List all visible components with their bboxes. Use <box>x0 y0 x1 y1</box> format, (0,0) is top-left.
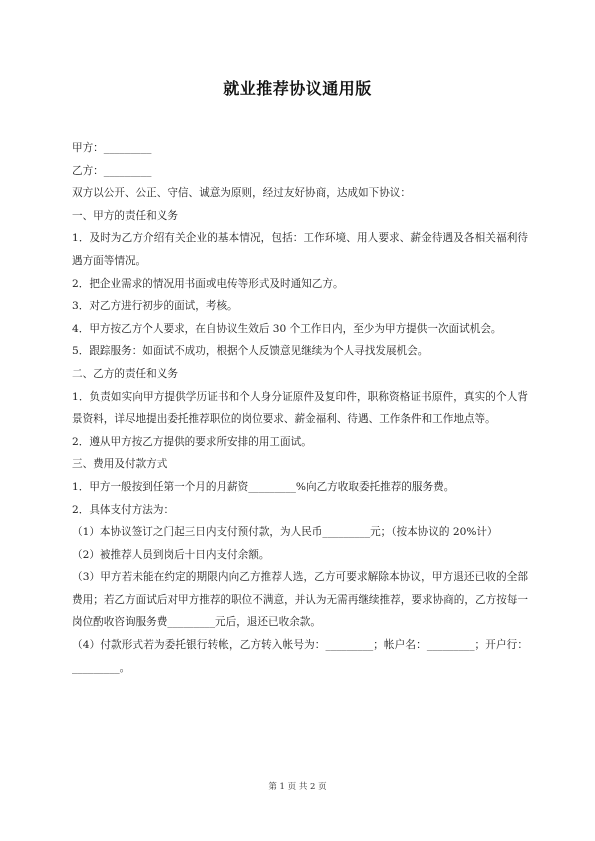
clause-3-1: 1．甲方一般按到任第一个月的月薪资_________%向乙方收取委托推荐的服务费。 <box>72 480 455 493</box>
party-a-line: 甲方：_________ <box>72 142 152 154</box>
clause-3-2: 2．具体支付方法为： <box>72 503 175 516</box>
section-heading-3: 三、费用及付款方式 <box>72 458 168 471</box>
clause-2-1: 1．负责如实向甲方提供学历证书和个人身分证原件及复印件，职称资格证书原件，真实的个人背景资料，详尽地提出委托推荐职位的岗位要求、薪金福利、待遇、工作条件和工作地点等。 <box>72 390 528 426</box>
payment-item-1: （1）本协议签订之门起三日内支付预付款，为人民币_________元；（按本协议的 20%计） <box>72 526 498 539</box>
clause-1-5: 5．跟踪服务：如面试不成功，根据个人反馈意见继续为个人寻找发展机会。 <box>72 345 429 358</box>
preamble: 双方以公开、公正、守信、诚意为原则，经过友好协商，达成如下协议： <box>72 187 411 200</box>
section-heading-2: 二、乙方的责任和义务 <box>72 367 178 380</box>
clause-1-1: 1．及时为乙方介绍有关企业的基本情况，包括：工作环境、用人要求、薪金待遇及各相关福利待遇方面等情况。 <box>72 232 528 267</box>
clause-1-3: 3．对乙方进行初步的面试，考核。 <box>72 300 238 313</box>
section-heading-1: 一、甲方的责任和义务 <box>72 209 178 222</box>
clause-2-2: 2．遵从甲方按乙方提供的要求所安排的用工面试。 <box>72 435 312 448</box>
clause-1-4: 4．甲方按乙方个人要求，在自协议生效后 30 个工作日内，至少为甲方提供一次面试机会。 <box>72 322 502 335</box>
document-title: 就业推荐协议通用版 <box>223 79 372 98</box>
payment-item-2: （2）被推荐人员到岗后十日内支付余额。 <box>72 548 270 561</box>
party-b-line: 乙方：_________ <box>72 164 152 177</box>
document-body <box>72 137 528 679</box>
clause-1-2: 2．把企业需求的情况用书面或电传等形式及时通知乙方。 <box>72 277 344 290</box>
page-footer: 第 1 页 共 2 页 <box>268 782 327 792</box>
payment-item-4: （4）付款形式若为委托银行转帐，乙方转入帐号为：_________；帐户名：_________；开户行：_________。 <box>72 639 528 674</box>
payment-item-3: （3）甲方若未能在约定的期限内向乙方推荐人选，乙方可要求解除本协议，甲方退还已收的全部费用；若乙方面试后对甲方推荐的职位不满意，并认为无需再继续推荐，要求协商的，乙方按每一岗位酌收咨询服务费_________元后，退还已收余款。 <box>72 571 528 629</box>
